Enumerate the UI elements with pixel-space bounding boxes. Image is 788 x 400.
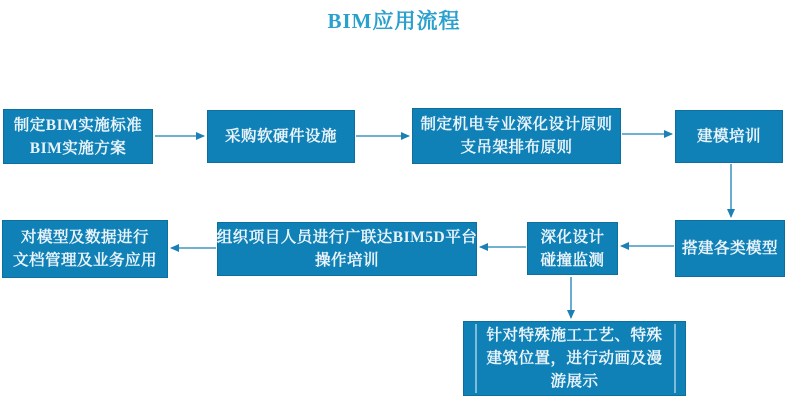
step-line: 搭建各类模型 xyxy=(681,240,778,257)
step-line: 建筑位置，进行动画及漫 xyxy=(486,350,663,367)
step-line: 操作培训 xyxy=(314,252,379,269)
page-title: BIM应用流程 xyxy=(327,9,461,33)
predefined-process-line-left xyxy=(475,324,477,393)
flow-step-modeling-training xyxy=(675,110,783,163)
step-line: 制定BIM实施标准 xyxy=(13,116,143,134)
step-line: 建模培训 xyxy=(696,128,761,145)
step-line: 组织项目人员进行广联达BIM5D平台 xyxy=(216,229,478,246)
step-line: 深化设计 xyxy=(540,228,605,246)
flow-step-build-various-models xyxy=(675,220,785,277)
flow-step-procure-software-hardware xyxy=(207,110,355,163)
step-line: 对模型及数据进行 xyxy=(20,229,149,246)
flow-step-mep-deepening-design-principles xyxy=(412,108,621,164)
predefined-process-line-right xyxy=(674,324,676,393)
step-line: 制定机电专业深化设计原则 xyxy=(420,116,613,133)
step-line: 采购软硬件设施 xyxy=(224,128,337,145)
step-line: 文档管理及业务应用 xyxy=(12,252,157,269)
flow-step-bim5d-platform-operation-training xyxy=(217,222,477,276)
flow-step-animation-roaming-display xyxy=(463,321,686,396)
step-line: 碰撞监测 xyxy=(540,251,605,269)
flow-step-deepening-design-clash-detection xyxy=(527,222,618,275)
step-line: BIM实施方案 xyxy=(29,139,127,157)
flow-step-model-data-document-management xyxy=(2,220,168,278)
step-line: 游展示 xyxy=(550,373,599,390)
step-line: 支吊架排布原则 xyxy=(460,139,573,156)
step-line: 针对特殊施工工艺、特殊 xyxy=(486,327,663,344)
flow-step-define-bim-standards xyxy=(3,109,153,164)
